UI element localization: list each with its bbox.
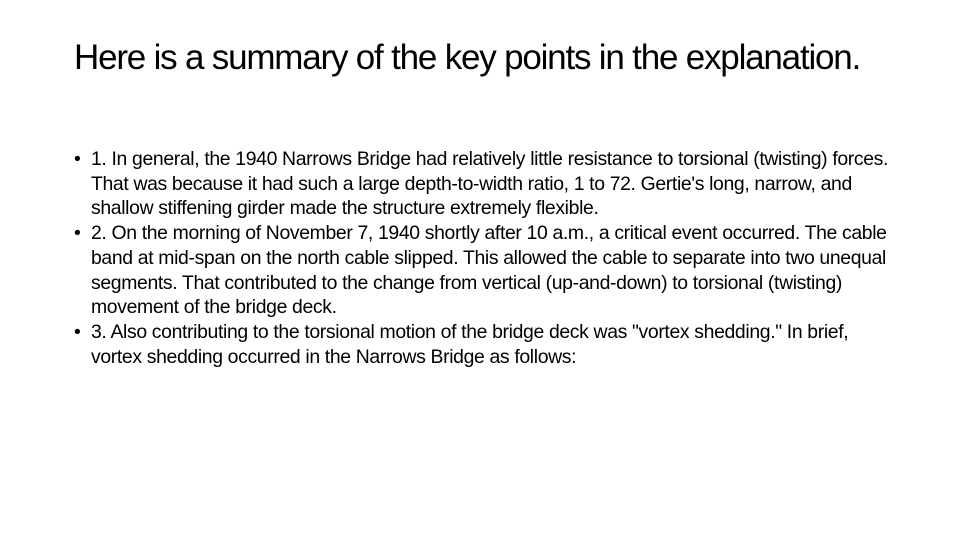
- bullet-text: 1. In general, the 1940 Narrows Bridge had relatively little resistance to torsional (twisting) forces. That was because it had such a large depth-to-width ratio, 1 to 72. Gertie's long, narrow, and shallow stiffening girder made the structure extremely flexible.: [91, 148, 889, 220]
- bullet-text: 2. On the morning of November 7, 1940 shortly after 10 a.m., a critical event occurred. The cable band at mid-span on the north cable slipped. This allowed the cable to separate into two unequal segments. That contributed to the change from vertical (up-and-down) to torsional (twisting) movement of the bridge deck.: [91, 222, 887, 319]
- bullet-marker: •: [74, 320, 81, 343]
- bullet-item: [74, 221, 894, 320]
- bullet-text: 3. Also contributing to the torsional motion of the bridge deck was "vortex shedding." In brief, vortex shedding occurred in the Narrows Bridge as follows:: [91, 320, 849, 368]
- slide-title: Here is a summary of the key points in the explanation.: [74, 38, 861, 77]
- bullet-marker: •: [74, 148, 81, 170]
- bullet-marker: •: [74, 222, 81, 245]
- bullet-item: [74, 320, 894, 369]
- bullet-list: [74, 147, 894, 369]
- bullet-item: [74, 147, 894, 221]
